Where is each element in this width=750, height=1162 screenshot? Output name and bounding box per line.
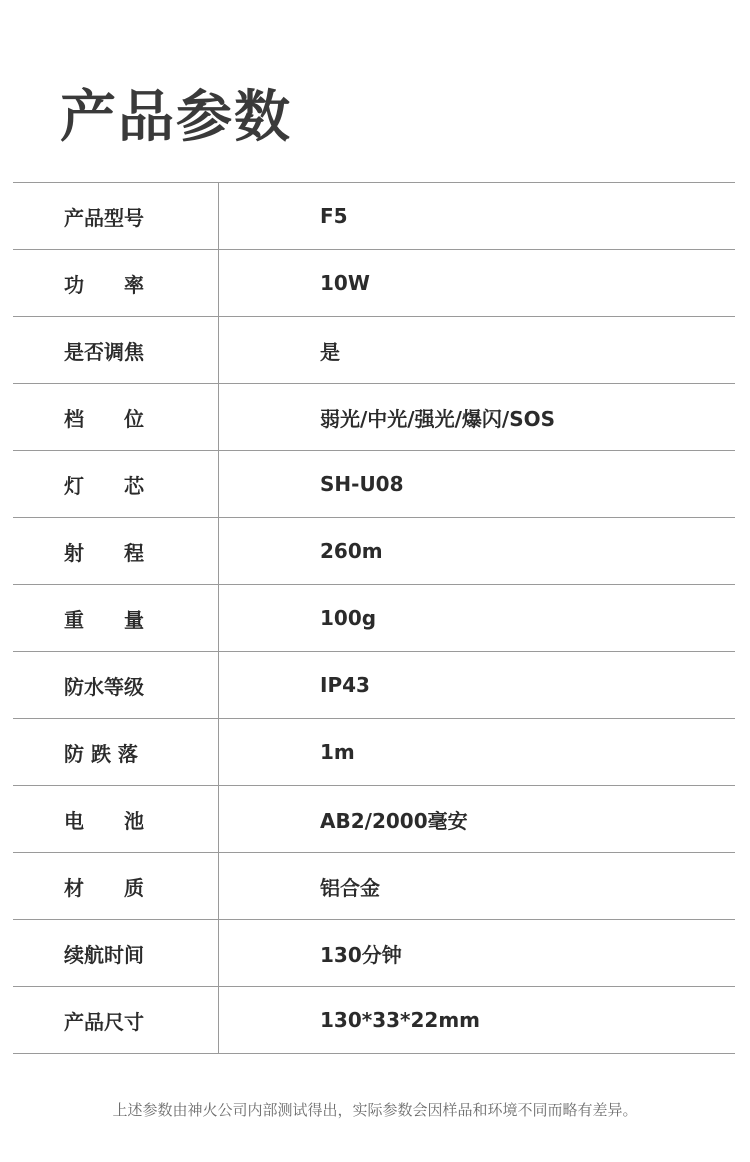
spec-row-range [13,518,735,585]
spec-row-waterproof [13,652,735,719]
spec-label: 电 池 [64,808,144,833]
spec-value: 铝合金 [320,875,380,900]
footnote: 上述参数由神火公司内部测试得出，实际参数会因样品和环境不同而略有差异。 [112,1101,638,1119]
spec-row-runtime [13,920,735,987]
spec-row-material [13,853,735,920]
spec-label: 防 跌 落 [64,741,138,766]
spec-row-drop [13,719,735,786]
spec-row-led [13,451,735,518]
spec-label: 档 位 [64,406,144,431]
spec-label: 重 量 [64,607,144,632]
spec-value: 10W [320,271,370,295]
spec-label: 灯 芯 [64,473,144,498]
spec-value: AB2/2000毫安 [320,808,468,833]
spec-label: 射 程 [64,540,144,565]
spec-row-modes [13,384,735,451]
spec-value: 130*33*22mm [320,1008,481,1032]
spec-row-focus [13,317,735,384]
spec-label: 材 质 [64,875,144,900]
spec-value: 弱光/中光/强光/爆闪/SOS [320,406,556,431]
spec-label: 是否调焦 [64,339,144,364]
spec-value: 1m [320,740,355,764]
spec-table [13,182,735,1054]
spec-label: 产品尺寸 [64,1009,144,1034]
spec-value: IP43 [320,673,370,697]
spec-label: 续航时间 [64,942,144,967]
spec-row-size [13,987,735,1054]
spec-row-battery [13,786,735,853]
spec-value: F5 [320,204,348,228]
spec-value: 是 [320,339,340,364]
spec-row-power [13,250,735,317]
spec-value: SH-U08 [320,472,404,496]
spec-row-weight [13,585,735,652]
spec-value: 260m [320,539,383,563]
spec-label: 功 率 [64,272,144,297]
spec-label: 防水等级 [64,674,144,699]
page-title: 产品参数 [60,85,292,150]
spec-value: 130分钟 [320,942,402,967]
spec-label: 产品型号 [64,205,144,230]
spec-row-model [13,183,735,250]
spec-value: 100g [320,606,377,630]
